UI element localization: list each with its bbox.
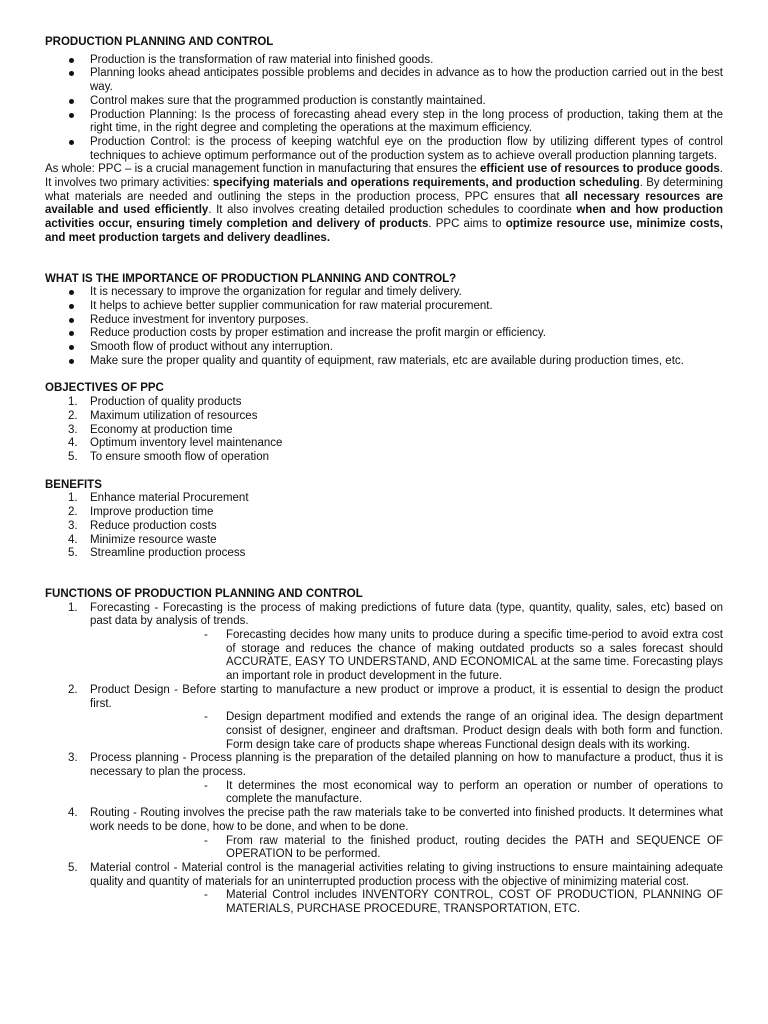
- summary-text: . It involves two primary activities:: [45, 163, 723, 190]
- objectives-list: [45, 396, 723, 465]
- benefit-item: 4. Minimize resource waste: [68, 533, 217, 546]
- benefit-item: 3. Reduce production costs: [68, 519, 217, 532]
- benefits-heading: BENEFITS: [45, 478, 102, 491]
- summary-text: . It also involves creating detailed production schedules to coordinate: [208, 204, 577, 217]
- summary-text: . PPC aims to: [428, 218, 506, 231]
- summary-emphasis: optimize resource use, minimize costs, and meet production targets and delivery deadlines.: [45, 218, 723, 244]
- objective-item: 3. Economy at production time: [68, 423, 233, 436]
- importance-item: It is necessary to improve the organization for regular and timely delivery.: [45, 286, 723, 300]
- function-sub-item: - From raw material to the finished product, routing decides the PATH and SEQUENCE OF OPERATION to be performed.: [90, 835, 723, 862]
- functions-list: [45, 602, 723, 917]
- summary-emphasis: specifying materials and operations requirements, and production scheduling: [212, 177, 640, 190]
- intro-bullet-item: Planning looks ahead anticipates possible problems and decides in advance as to how the production carried out in the best way.: [45, 67, 723, 94]
- function-sub-item: - It determines the most economical way to perform an operation or number of operations to complete the manufacture.: [90, 780, 723, 807]
- importance-item: Smooth flow of product without any interruption.: [45, 341, 723, 355]
- objective-item: 5. To ensure smooth flow of operation: [68, 450, 269, 463]
- summary-emphasis: all necessary resources are available and used efficiently: [45, 190, 723, 217]
- intro-bullet-item: Production Planning: Is the process of forecasting ahead every step in the long process of production, taking them at the right time, in the right degree and completing the operations at the maximum efficiency.: [45, 109, 723, 136]
- page-title: PRODUCTION PLANNING AND CONTROL: [45, 36, 274, 48]
- importance-list: [45, 286, 723, 368]
- functions-heading: FUNCTIONS OF PRODUCTION PLANNING AND CONTROL: [45, 587, 363, 600]
- function-item-product-design: 2. Product Design - Before starting to manufacture a new product or improve a product, it is essential to design the product first. - Design department modified and extends the range of an original idea. The design department consist of designer, engineer and draftsman. Product design deals with both form and function. Form design take care of products shape whereas Functional design deals with its working.: [45, 684, 723, 753]
- summary-emphasis: efficient use of resources to produce goods: [480, 163, 720, 176]
- summary-text: As whole: PPC – is a crucial management function in manufacturing that ensures the: [45, 163, 481, 176]
- function-item-process-planning: 3. Process planning - Process planning is the preparation of the detailed planning on how to manufacture a product, thus it is necessary to plan the process. - It determines the most economical way to perform an operation or number of operations to complete the manufacture.: [45, 752, 723, 807]
- objective-item: 2. Maximum utilization of resources: [68, 409, 258, 422]
- importance-item: Make sure the proper quality and quantity of equipment, raw materials, etc are available during production times, etc.: [45, 355, 723, 369]
- summary-emphasis: when and how production activities occur, ensuring timely completion and delivery of products: [45, 204, 723, 231]
- benefit-item: 5. Streamline production process: [68, 547, 246, 560]
- importance-heading: WHAT IS THE IMPORTANCE OF PRODUCTION PLANNING AND CONTROL?: [45, 272, 457, 285]
- intro-bullet-item: Production is the transformation of raw material into finished goods.: [45, 54, 723, 68]
- intro-bullet-item: Production Control: is the process of keeping watchful eye on the production flow by utilizing different types of control techniques to achieve optimum performance out of the production system as to achieve overall production planning targets.: [45, 136, 723, 163]
- intro-bullet-list: [45, 54, 723, 164]
- benefit-item: 2. Improve production time: [68, 506, 214, 519]
- objectives-heading: OBJECTIVES OF PPC: [45, 382, 164, 395]
- function-item-forecasting: 1. Forecasting - Forecasting is the process of making predictions of future data (type, quantity, quality, sales, etc) based on past data by analysis of trends. - Forecasting decides how many units to produce during a specific time-period to avoid extra cost of storage and reduces the chance of making outdated products so a sales forecast should ACCURATE, EASY TO UNDERSTAND, AND ECONOMICAL at the same time. Forecasting plays an important role in product development in the future.: [45, 602, 723, 684]
- importance-item: Reduce investment for inventory purposes.: [45, 314, 723, 328]
- intro-bullet-item: Control makes sure that the programmed production is constantly maintained.: [45, 95, 723, 109]
- whole-summary-paragraph: [45, 163, 723, 245]
- importance-item: It helps to achieve better supplier communication for raw material procurement.: [45, 300, 723, 314]
- function-sub-item: - Design department modified and extends the range of an original idea. The design department consist of designer, engineer and draftsman. Product design deals with both form and function. Form design take care of products shape whereas Functional design deals with its working.: [90, 711, 723, 752]
- function-item-routing: 4. Routing - Routing involves the precise path the raw materials take to be converted into finished products. It determines what work needs to be done, how to be done, and when to be done. - From raw material to the finished product, routing decides the PATH and SEQUENCE OF OPERATION to be performed.: [45, 807, 723, 862]
- function-item-material-control: 5. Material control - Material control is the managerial activities relating to giving instructions to ensure maintaining adequate quality and quantity of materials for an uninterrupted production process with the objective of minimizing material cost. - Material Control includes INVENTORY CONTROL, COST OF PRODUCTION, PLANNING OF MATERIALS, PURCHASE PROCEDURE, TRANSPORTATION, ETC.: [45, 862, 723, 917]
- function-sub-item: - Material Control includes INVENTORY CONTROL, COST OF PRODUCTION, PLANNING OF MATERIALS, PURCHASE PROCEDURE, TRANSPORTATION, ETC.: [90, 889, 723, 916]
- function-sub-item: - Forecasting decides how many units to produce during a specific time-period to avoid extra cost of storage and reduces the chance of making outdated products so a sales forecast should ACCURATE, EASY TO UNDERSTAND, AND ECONOMICAL at the same time. Forecasting plays an important role in product development in the future.: [90, 629, 723, 684]
- benefits-list: [45, 492, 723, 561]
- objective-item: 4. Optimum inventory level maintenance: [68, 437, 283, 450]
- summary-text: . By determining what materials are needed and outlining the steps in the production process, PPC ensures that: [45, 177, 724, 203]
- benefit-item: 1. Enhance material Procurement: [68, 492, 249, 505]
- importance-item: Reduce production costs by proper estimation and increase the profit margin or efficiency.: [45, 327, 723, 341]
- objective-item: 1. Production of quality products: [68, 396, 242, 409]
